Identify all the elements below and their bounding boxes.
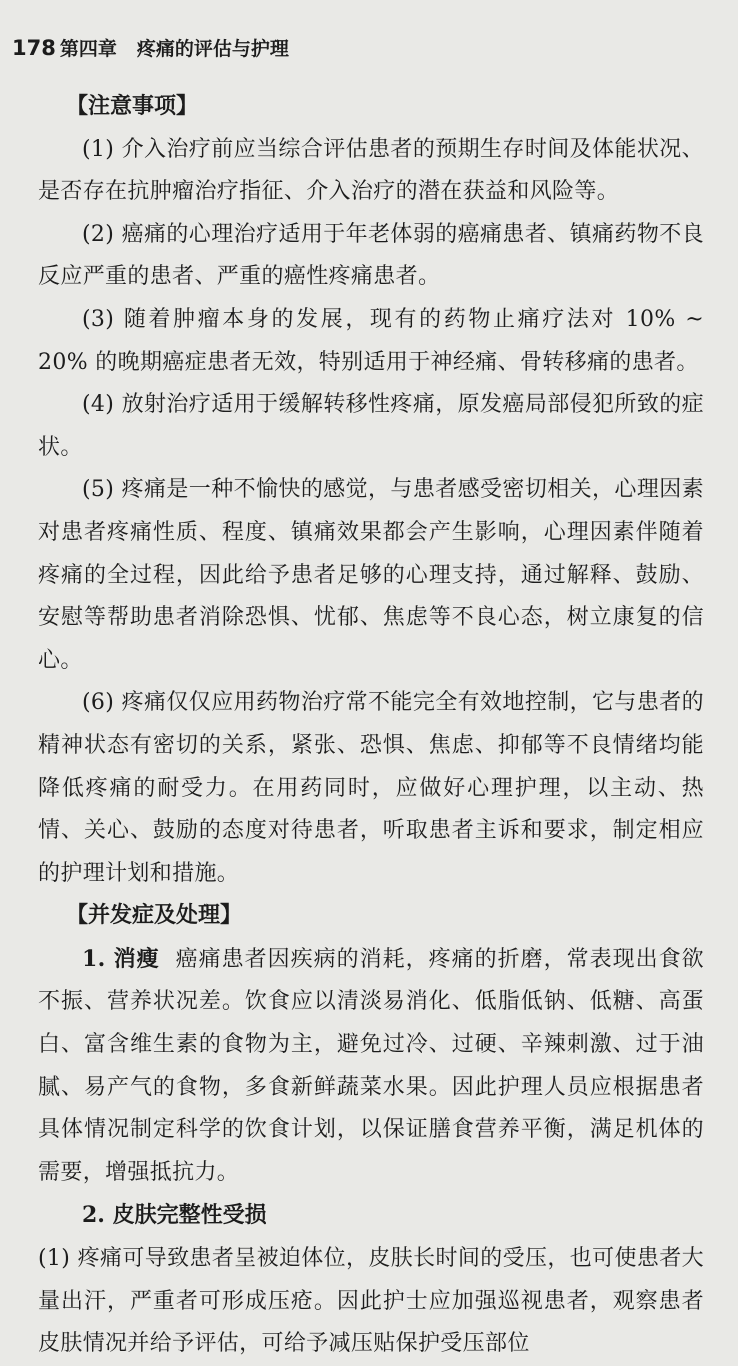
section-number: 2. (82, 1202, 105, 1229)
chapter-title: 疼痛的评估与护理 (136, 38, 289, 60)
notes-item-3: (3) 随着肿瘤本身的发展，现有的药物止痛疗法对 10% ~ 20% 的晚期癌症患者无效，特别适用于神经痛、骨转移痛的患者。 (38, 306, 704, 375)
section-number: 1. (82, 945, 106, 972)
notes-item-5: (5) 疼痛是一种不愉快的感觉，与患者感受密切相关，心理因素对患者疼痛性质、程度、镇痛效果都会产生影响，心理因素伴随着疼痛的全过程，因此给予患者足够的心理支持，通过解释、鼓励、安慰等帮助患者消除恐惧、忧郁、焦虑等不良心态，树立康复的信心。 (38, 477, 704, 673)
section-title: 皮肤完整性受损 (112, 1203, 267, 1229)
complication-section-1 (38, 938, 704, 1195)
running-head (12, 34, 704, 74)
page-body (38, 86, 704, 1366)
complication-section-2-heading (38, 1194, 704, 1238)
section-title: 消瘦 (113, 946, 160, 972)
page-number: 178 (12, 36, 56, 60)
notes-item-6: (6) 疼痛仅仅应用药物治疗常不能完全有效地控制，它与患者的精神状态有密切的关系，紧张、恐惧、焦虑、抑郁等不良情绪均能降低疼痛的耐受力。在用药同时，应做好心理护理，以主动、热情、关心、鼓励的态度对待患者，听取患者主诉和要求，制定相应的护理计划和措施。 (38, 690, 704, 886)
section-text: 癌痛患者因疾病的消耗，疼痛的折磨，常表现出食欲不振、营养状况差。饮食应以清淡易消化、低脂低钠、低糖、高蛋白、富含维生素的食物为主，避免过冷、过硬、辛辣刺激、过于油腻、易产气的食物，多食新鲜蔬菜水果。因此护理人员应根据患者具体情况制定科学的饮食计划，以保证膳食营养平衡，满足机体的需要，增强抵抗力。 (38, 946, 704, 1185)
notes-item-2: (2) 癌痛的心理治疗适用于年老体弱的癌痛患者、镇痛药物不良反应严重的患者、严重的癌性疼痛患者。 (38, 221, 704, 290)
notes-heading: 【注意事项】 (66, 94, 199, 119)
chapter-label: 第四章 (59, 38, 117, 60)
notes-item-4: (4) 放射治疗适用于缓解转移性疼痛，原发癌局部侵犯所致的症状。 (38, 392, 704, 460)
complications-heading: 【并发症及处理】 (66, 903, 243, 929)
complication-section-2-text: (1) 疼痛可导致患者呈被迫体位，皮肤长时间的受压，也可使患者大量出汗，严重者可形成压疮。因此护士应加强巡视患者，观察患者皮肤情况并给予评估，可给予减压贴保护受压部位 (38, 1246, 704, 1357)
notes-item-1: (1) 介入治疗前应当综合评估患者的预期生存时间及体能状况、是否存在抗肿瘤治疗指征、介入治疗的潜在获益和风险等。 (38, 136, 704, 205)
